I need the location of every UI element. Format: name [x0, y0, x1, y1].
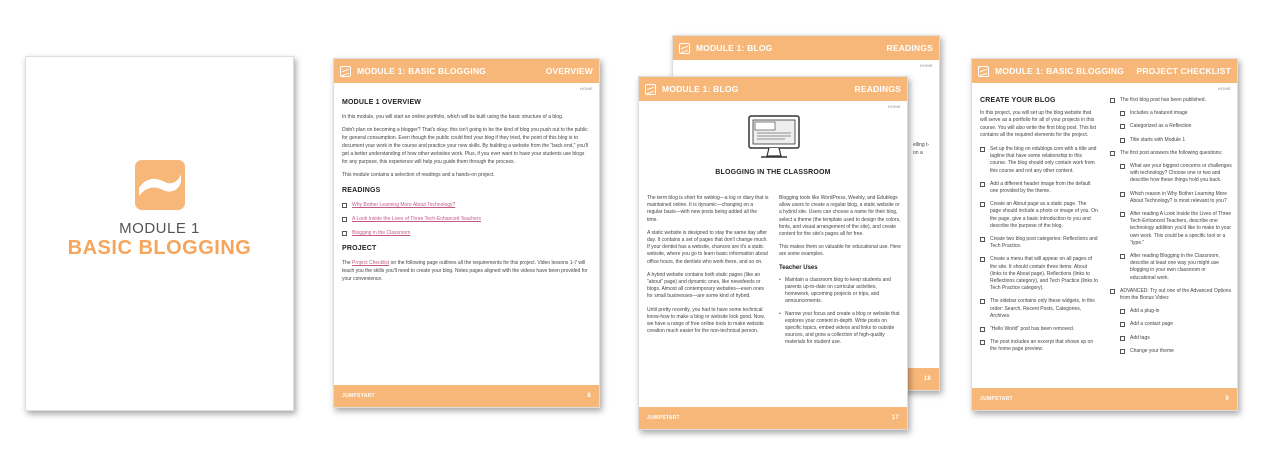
checkbox-icon[interactable]: [980, 147, 985, 152]
article-paragraph: Blogging tools like WordPress, Weebly, and Edublogs allow users to create a regular blog, a static website or a hybrid site. Users can choose a name for their blog, select a theme (the template used to design the colors, fonts, and visual arrangement of the site), and create content for the site's pages all for free.: [779, 195, 901, 238]
header-section: OVERVIEW: [545, 66, 593, 76]
reading-item[interactable]: [342, 201, 591, 209]
cover-title: BASIC BLOGGING: [67, 237, 252, 259]
project-text: on the following page outlines all the requirements for this project. Video lessons 1-7 will teach you the skills you'll need to create your blog. Notes pages aligned with the videos have been provided for your convenience.: [342, 260, 588, 282]
module-logo-icon: [135, 160, 185, 210]
checklist-item-text: Add a plug-in: [1130, 308, 1160, 315]
checklist-subitem[interactable]: [1120, 163, 1232, 185]
readings-page-17: [638, 76, 908, 430]
checklist-item[interactable]: [980, 339, 1098, 353]
page-footer: [334, 385, 599, 407]
article-title: BLOGGING IN THE CLASSROOM: [715, 169, 831, 176]
checklist-item-text: Create an About page as a static page. The page should include a photo or image of you. On the page, give a basic introduction to you and describe the purpose of the blog.: [990, 201, 1098, 229]
checklist-item-text: Title starts with Module 1: [1130, 136, 1186, 143]
checkbox-icon[interactable]: [1120, 212, 1125, 217]
checklist-item-text: The sidebar contains only these widgets, in this order: Search, Recent Posts, Categories, Archives.: [990, 298, 1095, 319]
page-number: 18: [923, 376, 931, 382]
checklist-item[interactable]: [980, 326, 1098, 333]
checklist-item[interactable]: [980, 298, 1098, 320]
checkbox-icon[interactable]: [980, 237, 985, 242]
checkbox-icon[interactable]: [1110, 98, 1115, 103]
checklist-item[interactable]: [1110, 288, 1232, 302]
checklist-subitem[interactable]: [1120, 348, 1232, 355]
checklist-heading: CREATE YOUR BLOG: [980, 97, 1056, 104]
checklist-item-text: After reading A Look Inside the Lives of Three Tech-Enhanced Teachers, describe one technology addition you'd like to make to your own work. This could be a specific tool or a “type.”: [1130, 211, 1232, 246]
checkbox-icon[interactable]: [1120, 254, 1125, 259]
page-number: 9: [1225, 396, 1229, 402]
checklist-subitem[interactable]: [1120, 211, 1232, 247]
checklist-item[interactable]: [980, 256, 1098, 292]
checkbox-icon[interactable]: [1110, 151, 1115, 156]
module-logo-icon: [645, 84, 656, 95]
overview-heading: MODULE 1 OVERVIEW: [342, 99, 422, 106]
checkbox-icon[interactable]: [1120, 164, 1125, 169]
module-logo-icon: [978, 66, 989, 77]
checkbox-icon[interactable]: [1120, 138, 1125, 143]
checklist-item[interactable]: [1110, 150, 1232, 157]
checklist-item-text: Add a different header image from the default one provided by the theme.: [990, 180, 1091, 195]
cover-module-number: MODULE 1: [119, 220, 200, 237]
page-number: 17: [891, 415, 899, 421]
page-header: [673, 36, 939, 60]
checklist-subitem[interactable]: [1120, 253, 1232, 282]
checkbox-icon[interactable]: [980, 257, 985, 262]
teacher-use-item: • Maintain a classroom blog to keep students and parents up-to-date on curricular activities, homework, upcoming projects or trips, and announcements.: [779, 277, 901, 306]
module-logo-icon: [679, 43, 690, 54]
reading-link[interactable]: Why Bother Learning More About Technology?: [352, 202, 456, 208]
header-section: PROJECT CHECKLIST: [1136, 66, 1231, 76]
overview-paragraph: Didn't plan on becoming a blogger? That's okay; this isn't going to be the kind of blog you push out to the public for general consumption. Even though the public could find your blog if they tried, the point of this blog is to document your work in the course and practice your new skills. By building a website from the “back end,” you'll get a better understanding of how other websites work. Plus, if you ever want to have your students use blogs for any purpose, this experience will help you guide them through the process.: [342, 127, 589, 165]
footer-brand: JUMPSTART: [342, 393, 375, 399]
overview-paragraph: This module contains a selection of readings and a hands-on project.: [342, 172, 495, 178]
article-paragraph: A static website is designed to stay the same day after day. It contains a set of pages that don't change much. If your dentist has a website, chances are it's a static website, where you go to learn basic information about office hours, the dentists who work there, and so on.: [647, 229, 768, 265]
teacher-uses-heading: Teacher Uses: [779, 264, 818, 271]
checkbox-icon[interactable]: [1120, 192, 1125, 197]
home-link[interactable]: HOME: [579, 86, 593, 91]
checkbox-icon[interactable]: [1120, 322, 1125, 327]
page-header: [639, 77, 907, 101]
page-footer: [639, 407, 907, 429]
checkbox-icon[interactable]: [342, 231, 347, 236]
footer-brand: JUMPSTART: [980, 396, 1013, 402]
checklist-item-text: ADVANCED: Try out one of the Advanced Options from the Bonus Video:: [1120, 287, 1232, 302]
project-heading: PROJECT: [342, 245, 377, 252]
checklist-item-text: Create a menu that will appear on all pages of the site. It should contain three items: About (links to the About page), Reflections (links to Reflections category), and Tech Practice (links to Tech Practice category).: [990, 256, 1099, 292]
header-module: MODULE 1: BASIC BLOGGING: [995, 66, 1124, 76]
checklist-item[interactable]: [980, 146, 1098, 175]
checklist-subitem[interactable]: [1120, 110, 1232, 117]
footer-brand: JUMPSTART: [647, 415, 680, 421]
checklist-item-text: Categorized as a Reflection: [1130, 123, 1192, 130]
article-paragraph: Until pretty recently, you had to have some technical know-how to make a blog or website look good. Now, we have a range of free online tools to make website creation much easier for the non-technical person.: [647, 306, 765, 335]
page-footer: [972, 388, 1237, 410]
page-number: 8: [587, 393, 591, 399]
checkbox-icon[interactable]: [1120, 309, 1125, 314]
checklist-item[interactable]: [980, 236, 1098, 250]
checklist-subitem[interactable]: [1120, 191, 1232, 205]
reading-item[interactable]: [342, 229, 591, 237]
checkbox-icon[interactable]: [980, 182, 985, 187]
header-module: MODULE 1: BLOG: [696, 43, 773, 53]
checkbox-icon[interactable]: [980, 299, 985, 304]
checklist-item[interactable]: [980, 201, 1098, 230]
checkbox-icon[interactable]: [980, 327, 985, 332]
header-section: READINGS: [886, 43, 933, 53]
checkbox-icon[interactable]: [980, 202, 985, 207]
readings-heading: READINGS: [342, 187, 381, 194]
reading-item[interactable]: [342, 215, 591, 223]
project-checklist-link[interactable]: Project Checklist: [352, 260, 390, 266]
checkbox-icon[interactable]: [342, 203, 347, 208]
checklist-subitem[interactable]: [1120, 321, 1232, 328]
checklist-item-text: What are your biggest concerns or challenges with technology? Choose one or two and describe how these things hold you back.: [1130, 163, 1232, 184]
header-module: MODULE 1: BLOG: [662, 84, 739, 94]
checklist-subitem[interactable]: [1120, 123, 1232, 130]
teacher-use-item: • Narrow your focus and create a blog or website that explores your content in-depth. Write posts on specific topics, embed videos and links to outside sources, and grow a collection of high-quality materials for student use.: [779, 311, 901, 347]
page-header: [334, 59, 599, 83]
checkbox-icon[interactable]: [1120, 111, 1125, 116]
checklist-subitem[interactable]: [1120, 308, 1232, 315]
home-link[interactable]: HOME: [887, 104, 901, 109]
overview-paragraph: In this module, you will start an online portfolio, which will be built using the basic structure of a blog.: [342, 114, 564, 120]
checkbox-icon[interactable]: [980, 340, 985, 345]
checklist-item-text: The first blog post has been published.: [1120, 97, 1206, 103]
project-checklist-page: [971, 58, 1238, 411]
reading-link[interactable]: Blogging in the Classroom: [352, 230, 411, 236]
checklist-intro: In this project, you will set up the blog website that will serve as a portfolio for all of your projects in this course. You will also write the first blog post. This list contains all the required elements for the project.: [980, 110, 1097, 138]
checklist-item-text: Change your theme: [1130, 347, 1174, 354]
checkbox-icon[interactable]: [1120, 349, 1125, 354]
checklist-item-text: Create two blog post categories: Reflections and Tech Practice.: [990, 236, 1098, 250]
cover-page: [25, 56, 294, 411]
checklist-item-text: Set up the blog on edublogs.com with a title and tagline that have some relationship to this course. The blog should only contain work from this course and not any other content.: [990, 146, 1097, 174]
home-link[interactable]: HOME: [1217, 86, 1231, 91]
article-paragraph: A hybrid website contains both static pages (like an “about” page) and dynamic ones, like newsfeeds or blogs. Almost all contemporary websites—even ones for small businesses—are some kind of hybrid.: [647, 271, 765, 300]
checklist-item-text: Add a contact page: [1130, 321, 1174, 328]
reading-link[interactable]: A Look Inside the Lives of Three Tech-Enhanced Teachers: [352, 216, 481, 222]
checklist-item-text: Add tags: [1130, 334, 1150, 341]
text-fragment: elling t-: [913, 142, 930, 148]
checklist-item-text: Which reason in Why Bother Learning More About Technology? is most relevant to you?: [1130, 190, 1227, 204]
header-section: READINGS: [854, 84, 901, 94]
page-header: [972, 59, 1237, 83]
article-paragraph: The term blog is short for weblog—a log or diary that is maintained online. It is dynamic—changing on a regular basis—with new posts being added all the time.: [647, 195, 769, 223]
project-text: The: [342, 260, 353, 266]
checklist-subitem[interactable]: [1120, 335, 1232, 342]
checkbox-icon[interactable]: [1120, 336, 1125, 341]
checkbox-icon[interactable]: [1110, 289, 1115, 294]
overview-page: [333, 58, 600, 408]
checklist-item[interactable]: [1110, 97, 1232, 104]
checklist-item-text: The first post answers the following questions:: [1120, 149, 1223, 156]
checklist-item-text: The post includes an excerpt that shows up on the home page preview.: [990, 339, 1094, 353]
header-module: MODULE 1: BASIC BLOGGING: [357, 66, 486, 76]
checklist-item[interactable]: [980, 181, 1098, 195]
checklist-subitem[interactable]: [1120, 137, 1232, 144]
checklist-item-text: Includes a featured image: [1130, 110, 1188, 117]
checklist-item-text: “Hello World” post has been removed.: [990, 326, 1075, 333]
project-paragraph: [342, 259, 591, 283]
checklist-item-text: After reading Blogging in the Classroom, describe at least one way you might use blogging in your own classroom or educational work.: [1130, 253, 1220, 281]
computer-screen-icon: [745, 114, 803, 160]
module-logo-icon: [340, 66, 351, 77]
checkbox-icon[interactable]: [1120, 124, 1125, 129]
article-paragraph: This makes them so valuable for educational use. Here are some examples.: [779, 244, 902, 258]
text-fragment: on a: [913, 150, 923, 156]
checkbox-icon[interactable]: [342, 217, 347, 222]
home-link[interactable]: HOME: [919, 63, 933, 68]
